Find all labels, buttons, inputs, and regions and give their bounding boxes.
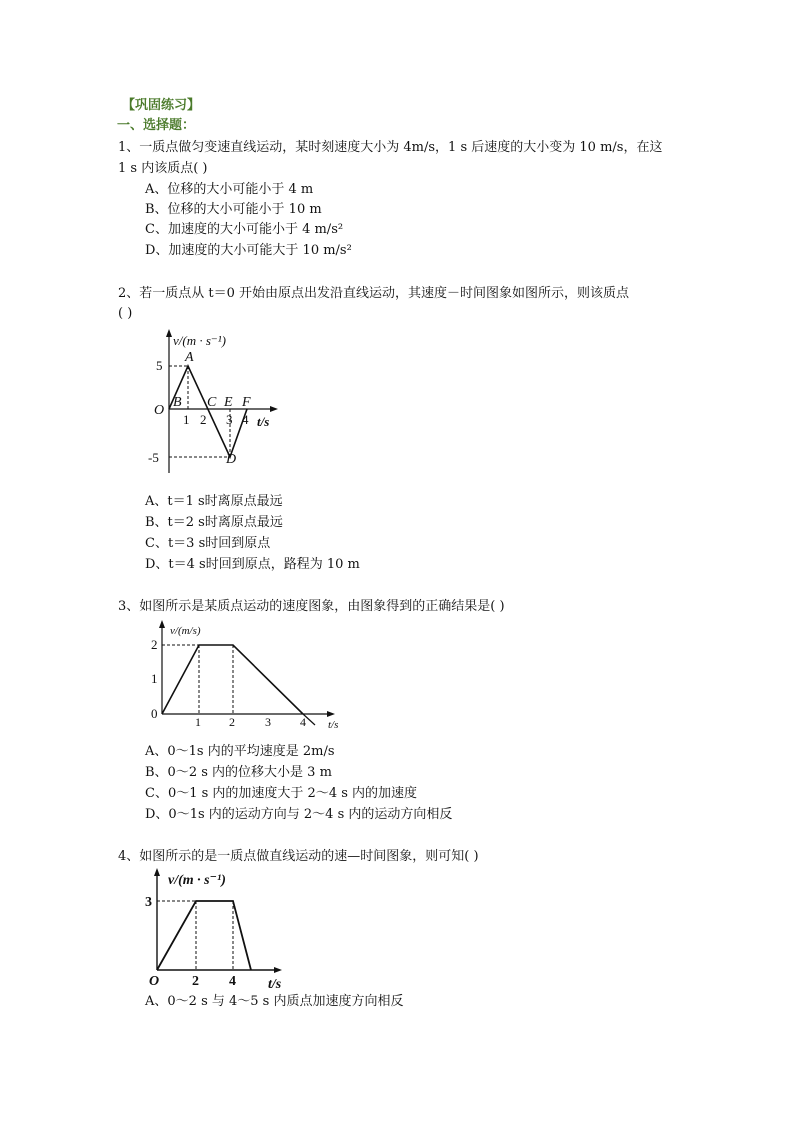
q2-option-b: B、t＝2 s时离原点最远 bbox=[145, 515, 283, 530]
q3-option-a: A、0～1s 内的平均速度是 2m/s bbox=[145, 744, 335, 759]
q4-ylabel: v/(m · s⁻¹) bbox=[168, 873, 226, 888]
q4-velocity-line bbox=[157, 901, 251, 970]
q1-option-a: A、位移的大小可能小于 4 m bbox=[145, 182, 314, 197]
q3-option-d: D、0～1s 内的运动方向与 2～4 s 内的运动方向相反 bbox=[145, 807, 453, 822]
q2-stem-line2: ( ) bbox=[118, 306, 133, 321]
q3-stem: 3、如图所示是某质点运动的速度图象，由图象得到的正确结果是( ) bbox=[118, 599, 505, 614]
q4-y-tick-3: 3 bbox=[145, 895, 152, 910]
q3-y-axis-arrow bbox=[159, 620, 165, 628]
q3-y-tick-2: 2 bbox=[151, 637, 158, 652]
q3-y-tick-1: 1 bbox=[151, 671, 158, 686]
q2-point-d: D bbox=[226, 452, 237, 467]
q2-point-a: A bbox=[185, 350, 194, 365]
q1-option-c: C、加速度的大小可能小于 4 m/s² bbox=[145, 222, 344, 237]
section-label: 一、选择题： bbox=[117, 118, 196, 133]
q2-point-c: C bbox=[207, 395, 217, 410]
q3-velocity-graph bbox=[140, 618, 355, 730]
q2-velocity-line bbox=[169, 366, 247, 457]
q2-point-e: E bbox=[224, 395, 233, 410]
q3-x-tick-2: 2 bbox=[229, 715, 235, 729]
q2-option-c: C、t＝3 s时回到原点 bbox=[145, 536, 271, 551]
q3-ylabel: v/(m/s) bbox=[170, 625, 201, 637]
q2-x-tick-2: 2 bbox=[200, 412, 207, 427]
q2-y-tick-neg5: -5 bbox=[148, 450, 159, 465]
q3-x-axis-arrow bbox=[327, 711, 335, 717]
q4-x-axis-arrow bbox=[274, 967, 282, 973]
q2-x-axis-arrow bbox=[270, 406, 278, 412]
q2-x-tick-3: 3 bbox=[226, 412, 233, 427]
q2-point-f: F bbox=[242, 395, 251, 410]
q2-ylabel: v/(m · s⁻¹) bbox=[173, 333, 226, 348]
q3-x-tick-4: 4 bbox=[300, 715, 306, 729]
q2-stem-line1: 2、若一质点从 t＝0 开始由原点出发沿直线运动，其速度－时间图象如图所示，则该质点 bbox=[118, 286, 630, 301]
q3-x-tick-1: 1 bbox=[195, 715, 201, 729]
q2-y-axis-arrow bbox=[166, 329, 172, 337]
q4-origin-label: O bbox=[149, 974, 160, 989]
q4-xlabel: t/s bbox=[268, 977, 282, 992]
q1-stem-line1: 1、一质点做匀变速直线运动，某时刻速度大小为 4m/s，1 s 后速度的大小变为 10 m/s，在这 bbox=[118, 140, 663, 155]
q3-y-tick-0: 0 bbox=[151, 706, 158, 721]
q4-x-tick-2: 2 bbox=[192, 974, 199, 989]
q3-xlabel: t/s bbox=[328, 719, 339, 731]
q2-xlabel: t/s bbox=[257, 414, 270, 429]
q4-option-a: A、0～2 s 与 4～5 s 内质点加速度方向相反 bbox=[145, 994, 404, 1009]
q2-option-a: A、t＝1 s时离原点最远 bbox=[145, 494, 283, 509]
q3-option-b: B、0～2 s 内的位移大小是 3 m bbox=[145, 765, 332, 780]
practice-title: 【巩固练习】 bbox=[122, 98, 201, 113]
q2-point-b: B bbox=[173, 395, 182, 410]
q3-option-c: C、0～1 s 内的加速度大于 2～4 s 内的加速度 bbox=[145, 786, 418, 801]
q1-option-b: B、位移的大小可能小于 10 m bbox=[145, 202, 322, 217]
q2-option-d: D、t＝4 s时回到原点，路程为 10 m bbox=[145, 557, 360, 572]
q2-velocity-graph bbox=[140, 328, 310, 478]
q4-stem: 4、如图所示的是一质点做直线运动的速—时间图象，则可知( ) bbox=[118, 849, 479, 864]
q1-stem-line2: 1 s 内该质点( ) bbox=[118, 161, 208, 176]
q4-x-tick-4: 4 bbox=[229, 974, 236, 989]
q3-x-tick-3: 3 bbox=[265, 715, 271, 729]
q4-velocity-graph bbox=[140, 866, 300, 994]
q2-origin-label: O bbox=[154, 403, 165, 418]
q2-y-tick-5: 5 bbox=[156, 358, 163, 373]
q1-option-d: D、加速度的大小可能大于 10 m/s² bbox=[145, 243, 352, 258]
q2-x-tick-1: 1 bbox=[183, 412, 190, 427]
q2-x-tick-4: 4 bbox=[242, 412, 249, 427]
q4-y-axis-arrow bbox=[154, 868, 160, 876]
